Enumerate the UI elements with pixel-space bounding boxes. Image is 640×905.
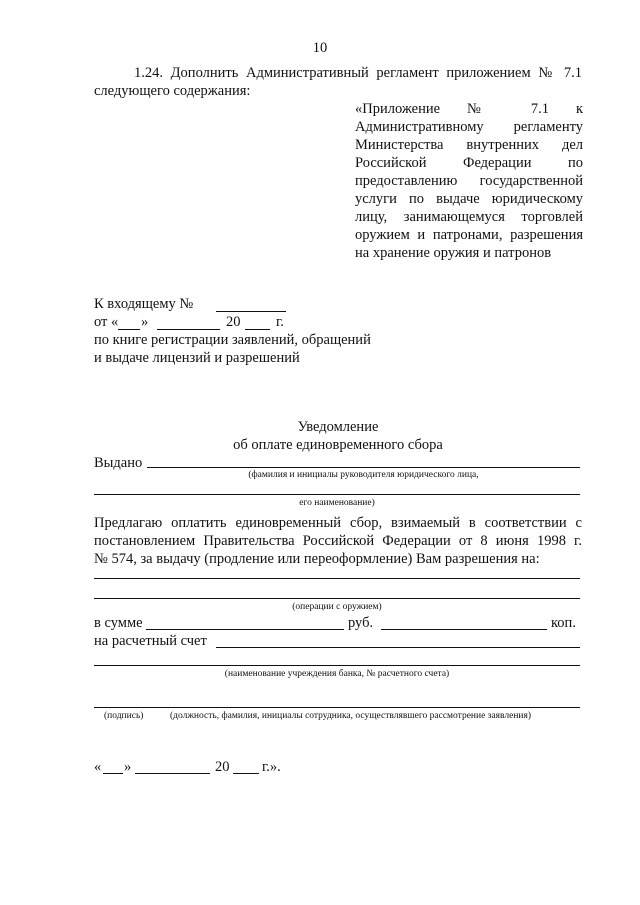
appendix-line: Административному регламенту [355,119,583,135]
operations-field-1[interactable] [94,578,580,579]
amount-label: в сумме [94,615,143,631]
incoming-label: К входящему № [94,296,194,312]
signature-field[interactable] [94,707,580,708]
appendix-line: лицу, занимающемуся торговлей [355,209,583,225]
operations-caption: (операции с оружием) [292,602,382,612]
issued-caption-1: (фамилия и инициалы руководителя юридического лица, [248,470,479,480]
year-prefix: 20 [226,314,241,330]
account-field-2[interactable] [94,665,580,666]
book-line-2: и выдаче лицензий и разрешений [94,350,300,366]
appendix-line: Российской Федерации по [355,155,583,171]
rubles-label: руб. [348,615,374,631]
account-field[interactable] [216,647,580,648]
operations-field-2[interactable] [94,598,580,599]
signature-caption: (подпись) [104,711,144,721]
from-label: от « [94,314,119,330]
page-number: 10 [312,40,328,56]
footer-year-prefix: 20 [215,759,230,775]
day-field[interactable] [118,329,140,330]
appendix-line: «Приложение № 7.1 к [355,101,583,117]
book-line-1: по книге регистрации заявлений, обращений [94,332,371,348]
appendix-line: предоставлению государственной [355,173,583,189]
incoming-number-field[interactable] [216,311,286,312]
intro-line-2: следующего содержания: [94,83,251,99]
footer-year-suffix: г.». [262,759,281,775]
issued-to-field-2[interactable] [94,494,580,495]
intro-line-1: 1.24. Дополнить Административный регламент приложением № 7.1 [134,65,582,81]
issued-to-field[interactable] [147,467,580,468]
account-caption: (наименование учреждения банка, № расчетного счета) [224,669,450,679]
appendix-line: на хранение оружия и патронов [355,245,552,261]
rubles-field[interactable] [146,629,344,630]
footer-open-quote: « [94,759,102,775]
kopecks-label: коп. [551,615,576,631]
issued-label: Выдано [94,455,143,471]
appendix-line: услуги по выдаче юридическому [355,191,583,207]
year-field[interactable] [245,329,270,330]
appendix-line: Министерства внутренних дел [355,137,583,153]
appendix-line: оружием и патронами, разрешения [355,227,583,243]
account-label: на расчетный счет [94,633,207,649]
kopecks-field[interactable] [381,629,547,630]
from-close-quote: » [141,314,149,330]
footer-close-quote: » [124,759,132,775]
month-field[interactable] [157,329,220,330]
body-line-3: № 574, за выдачу (продление или переоформление) Вам разрешения на: [94,551,540,567]
body-line-2: постановлением Правительства Российской Федерации от 8 июня 1998 г. [94,533,582,549]
footer-day-field[interactable] [103,773,123,774]
footer-month-field[interactable] [135,773,210,774]
position-caption: (должность, фамилия, инициалы сотрудника, осуществлявшего рассмотрение заявления) [170,711,532,721]
body-line-1: Предлагаю оплатить единовременный сбор, взимаемый в соответствии с [94,515,582,531]
issued-caption-2: его наименование) [299,498,375,508]
footer-year-field[interactable] [233,773,259,774]
notice-title: Уведомление [297,419,379,435]
year-suffix: г. [276,314,284,330]
notice-subtitle: об оплате единовременного сбора [233,437,443,453]
